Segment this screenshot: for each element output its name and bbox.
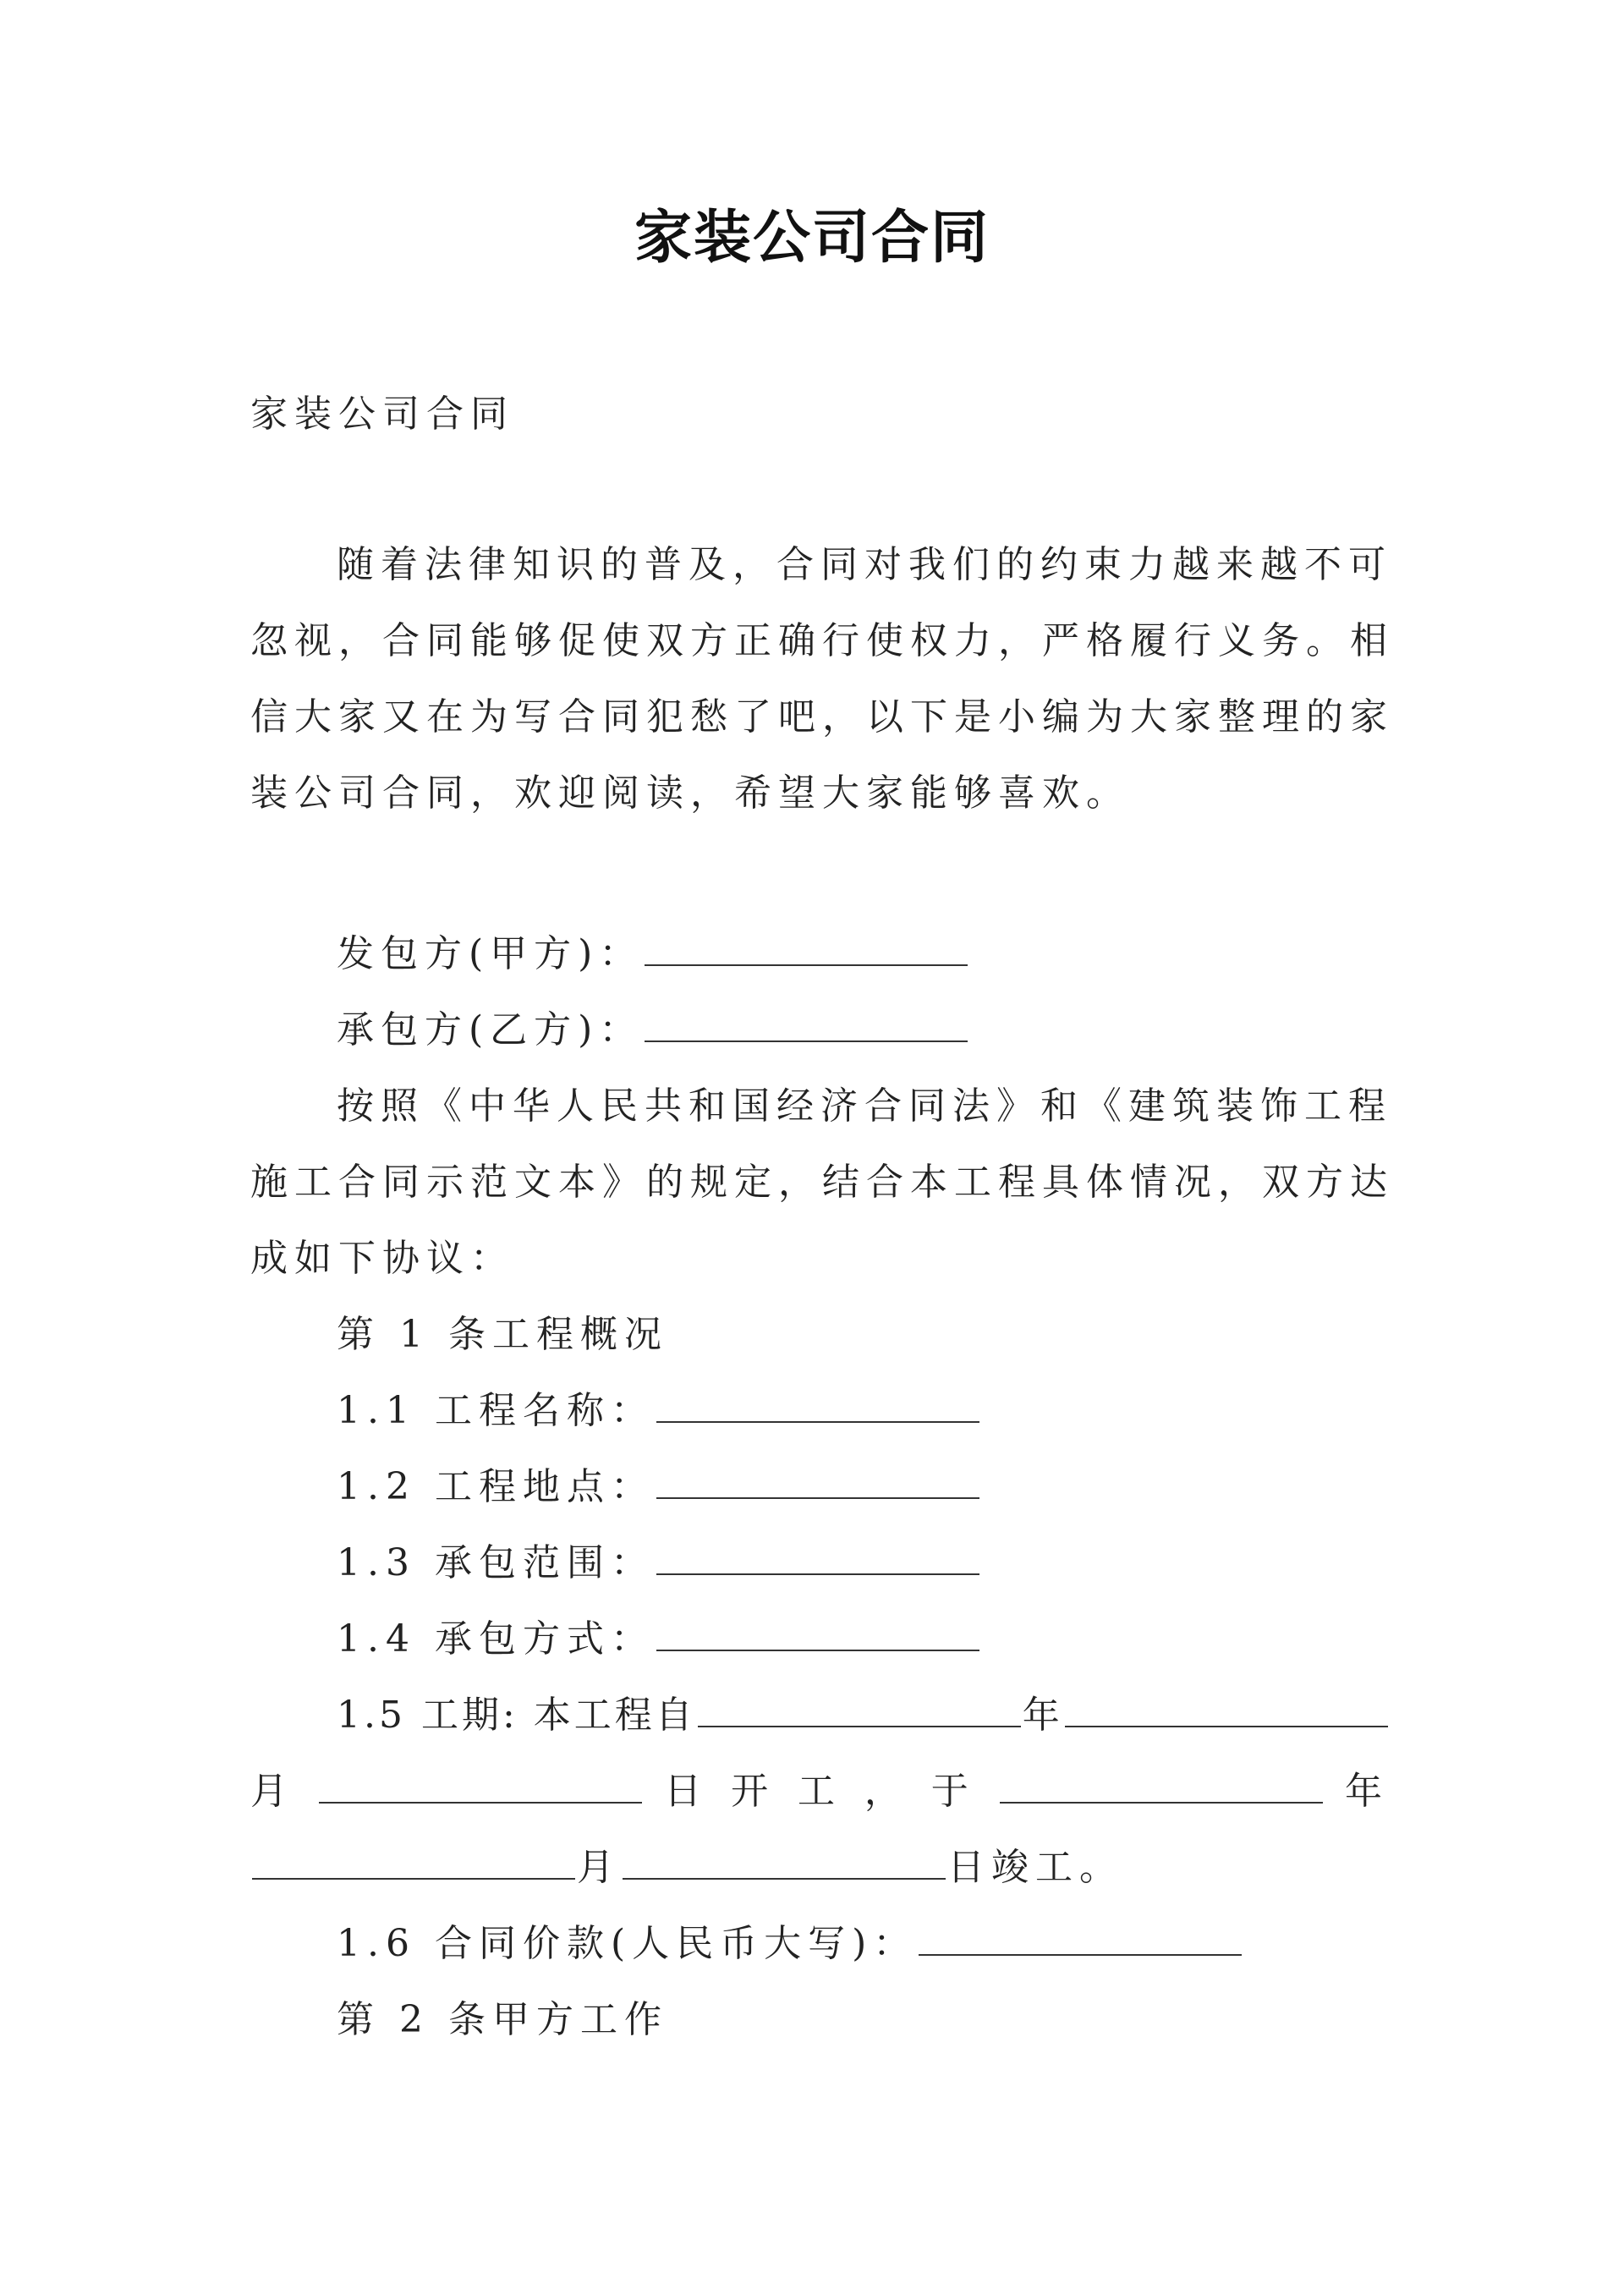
- basis-line-1: 按照《中华人民共和国经济合同法》和《建筑装饰工程: [337, 1084, 1392, 1128]
- item-1-5-label: 1.5 工期: 本工程自: [337, 1694, 696, 1737]
- party-a-field[interactable]: [645, 931, 968, 966]
- item-1-1-row: [337, 1386, 981, 1436]
- item-1-4-label: 1.4 承包方式：: [337, 1617, 655, 1661]
- end-day-field[interactable]: [623, 1844, 946, 1880]
- basis-line-2: 施工合同示范文本》的规定，结合本工程具体情况，双方达: [250, 1161, 1394, 1204]
- project-location-field[interactable]: [656, 1463, 979, 1499]
- project-name-field[interactable]: [656, 1387, 979, 1423]
- intro-line-2: 忽视，合同能够促使双方正确行使权力，严格履行义务。相: [250, 619, 1394, 662]
- item-1-6-label: 1.6 合同价款(人民币大写)：: [337, 1922, 918, 1965]
- start-month-field[interactable]: [1065, 1692, 1388, 1727]
- article-1-heading: 第 1 条工程概况: [337, 1313, 668, 1356]
- party-b-field[interactable]: [645, 1007, 968, 1042]
- end-year-field[interactable]: [1000, 1768, 1323, 1804]
- basis-line-3: 成如下协议：: [250, 1237, 514, 1280]
- party-a-row: [337, 929, 969, 980]
- completion-text: 日竣工。: [947, 1846, 1123, 1889]
- item-1-3-row: [337, 1538, 981, 1589]
- yu-text: 于: [930, 1770, 978, 1813]
- start-year-field[interactable]: [698, 1692, 1021, 1727]
- month-text: 月: [250, 1770, 297, 1813]
- item-1-2-row: [337, 1462, 981, 1513]
- item-1-5-row: [337, 1690, 1390, 1741]
- item-1-4-row: [337, 1614, 981, 1665]
- year-2-text: 年: [1344, 1770, 1382, 1813]
- article-2-heading: 第 2 条甲方工作: [337, 1998, 668, 2041]
- start-day-text: 日 开 工 ，: [664, 1770, 911, 1813]
- item-1-3-label: 1.3 承包范围：: [337, 1541, 655, 1584]
- item-1-2-label: 1.2 工程地点：: [337, 1465, 655, 1508]
- item-1-5-row-2: [250, 1766, 1382, 1817]
- contract-method-field[interactable]: [656, 1616, 979, 1651]
- party-b-row: [337, 1005, 969, 1056]
- document-subtitle: 家装公司合同: [250, 393, 514, 436]
- contract-price-field[interactable]: [919, 1920, 1242, 1956]
- intro-line-4: 装公司合同，欢迎阅读，希望大家能够喜欢。: [250, 771, 1130, 815]
- document-title: 家装公司合同: [634, 205, 990, 272]
- contract-scope-field[interactable]: [656, 1540, 979, 1575]
- intro-line-3: 信大家又在为写合同犯愁了吧，以下是小编为大家整理的家: [250, 695, 1394, 738]
- party-b-label: 承包方(乙方)：: [337, 1008, 644, 1051]
- month-2-text: 月: [577, 1846, 621, 1889]
- item-1-5-row-3: [250, 1842, 1123, 1893]
- end-month-field[interactable]: [252, 1844, 575, 1880]
- item-1-1-label: 1.1 工程名称：: [337, 1389, 655, 1432]
- year-text: 年: [1022, 1694, 1063, 1737]
- party-a-label: 发包方(甲方)：: [337, 932, 644, 975]
- intro-line-1: 随着法律知识的普及，合同对我们的约束力越来越不可: [337, 543, 1392, 586]
- item-1-6-row: [337, 1919, 1243, 1969]
- start-day-field[interactable]: [319, 1768, 642, 1804]
